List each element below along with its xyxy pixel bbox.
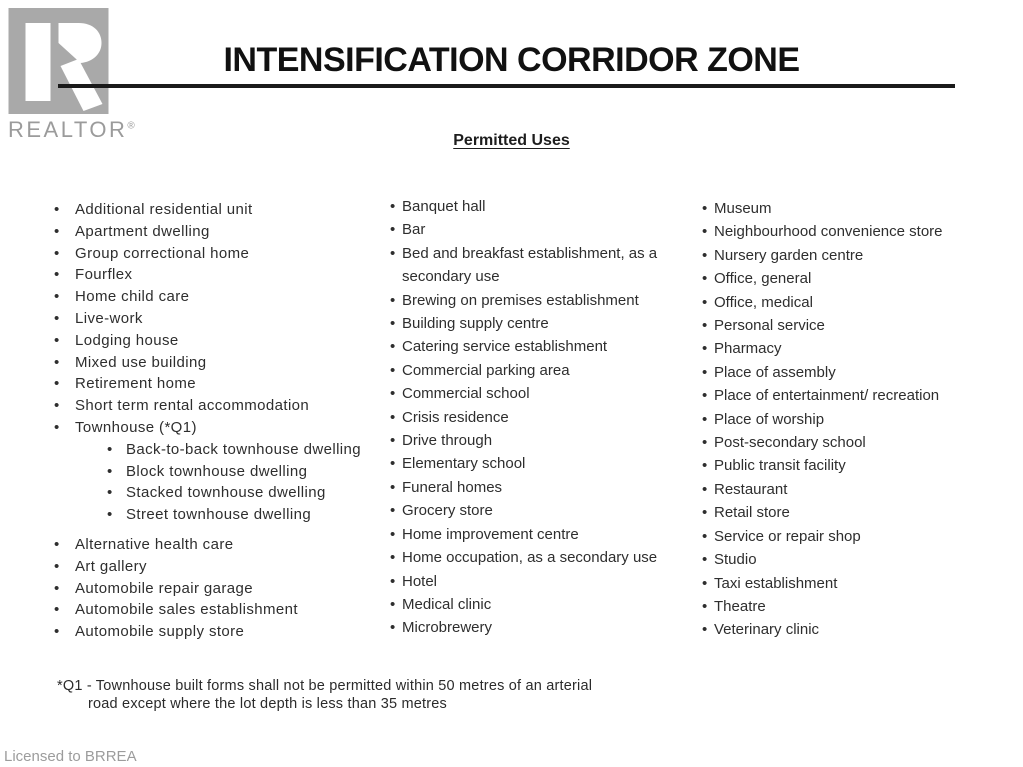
bullet-icon: •: [702, 457, 708, 475]
bullet-icon: •: [702, 200, 708, 217]
list-item: [702, 525, 1012, 548]
list-item: [390, 476, 694, 499]
list-item: [54, 395, 384, 417]
list-item-label: Banquet hall: [402, 198, 486, 215]
list-item-label: Office, medical: [714, 293, 813, 311]
bullet-icon: •: [390, 385, 396, 403]
list-item-label: Group correctional home: [75, 244, 250, 262]
list-item-label: Alternative health care: [75, 535, 234, 553]
bullet-icon: •: [107, 484, 113, 502]
list-item-label: Retail store: [714, 504, 790, 522]
list-item-label: Service or repair shop: [714, 527, 861, 545]
bullet-icon: •: [390, 198, 396, 215]
list-item-label: Elementary school: [402, 455, 526, 473]
bullet-icon: •: [54, 397, 60, 415]
list-item: [390, 570, 694, 593]
list-item: [107, 482, 384, 504]
list-item-label: Funeral homes: [402, 478, 503, 496]
list-item-label: Personal service: [714, 317, 825, 335]
permitted-uses-column-2: [390, 195, 694, 640]
license-text: Licensed to BRREA: [4, 748, 137, 765]
list-item: [107, 504, 384, 526]
commercial-uses-list-a: [54, 534, 384, 643]
list-item-label: Automobile sales establishment: [75, 601, 298, 619]
bullet-icon: •: [702, 246, 708, 264]
list-item: [702, 267, 1012, 290]
bullet-icon: •: [702, 551, 708, 569]
bullet-icon: •: [54, 579, 60, 597]
bullet-icon: •: [702, 574, 708, 592]
bullet-icon: •: [702, 387, 708, 405]
list-item: [107, 461, 384, 483]
list-item-label: Retirement home: [75, 375, 197, 393]
bullet-icon: •: [702, 434, 708, 452]
list-item-label: Pharmacy: [714, 340, 782, 358]
list-item: [390, 312, 694, 335]
list-item: [390, 195, 694, 218]
footnote-line-1: *Q1 - Townhouse built forms shall not be permitted within 50 metres of an arterial: [57, 678, 593, 694]
list-item-label: Theatre: [714, 597, 766, 615]
list-item: [54, 373, 384, 395]
page-title: INTENSIFICATION CORRIDOR ZONE: [223, 41, 800, 79]
bullet-icon: •: [54, 288, 60, 306]
bullet-icon: •: [390, 502, 396, 520]
list-item: [54, 556, 384, 578]
list-item: [702, 291, 1012, 314]
bullet-icon: •: [54, 266, 60, 284]
list-item: [54, 264, 384, 286]
list-item-label: Street townhouse dwelling: [126, 506, 312, 524]
list-item: [54, 534, 384, 556]
bullet-icon: •: [390, 432, 396, 450]
bullet-icon: •: [390, 221, 396, 239]
list-item: [54, 599, 384, 621]
list-item-label: Automobile supply store: [75, 623, 245, 641]
list-item: [390, 452, 694, 475]
bullet-icon: •: [54, 353, 60, 371]
bullet-icon: •: [390, 478, 396, 496]
header-rule: [58, 84, 955, 88]
list-item: [702, 244, 1012, 267]
list-item: [702, 408, 1012, 431]
section-heading: Permitted Uses: [453, 132, 570, 149]
list-item-label: Fourflex: [75, 266, 133, 284]
list-item-label: Townhouse (*Q1): [75, 418, 197, 436]
list-item-label: Live-work: [75, 309, 143, 327]
realtor-wordmark: REALTOR®: [8, 117, 135, 142]
list-item-label: Lodging house: [75, 331, 179, 349]
list-item: [54, 352, 384, 374]
list-item-label: Home occupation, as a secondary use: [402, 549, 658, 567]
list-item: [702, 431, 1012, 454]
list-item: [107, 439, 384, 461]
list-item-label: Grocery store: [402, 502, 493, 520]
list-item: [390, 242, 694, 289]
list-item: [390, 523, 694, 546]
list-item: [702, 548, 1012, 571]
list-item: [390, 593, 694, 616]
bullet-icon: •: [390, 408, 396, 426]
list-item: [54, 243, 384, 265]
list-item: [54, 621, 384, 643]
bullet-icon: •: [54, 201, 60, 218]
list-item-label: Bed and breakfast establishment, as a secondary use: [402, 244, 658, 286]
list-item-label: Catering service establishment: [402, 338, 608, 356]
list-item: [390, 546, 694, 569]
bullet-icon: •: [702, 621, 708, 639]
list-item-label: Short term rental accommodation: [75, 397, 310, 415]
bullet-icon: •: [390, 549, 396, 567]
list-item-label: Medical clinic: [402, 595, 492, 613]
list-item: [390, 406, 694, 429]
bullet-icon: •: [390, 291, 396, 309]
list-item-label: Microbrewery: [402, 619, 493, 637]
bullet-icon: •: [702, 597, 708, 615]
list-item-label: Place of assembly: [714, 363, 836, 381]
bullet-icon: •: [54, 222, 60, 240]
list-item-label: Restaurant: [714, 480, 788, 498]
list-item-label: Crisis residence: [402, 408, 509, 426]
bullet-icon: •: [390, 572, 396, 590]
townhouse-sublist: [107, 439, 384, 526]
list-item-label: Building supply centre: [402, 315, 549, 333]
bullet-icon: •: [702, 527, 708, 545]
list-item-label: Brewing on premises establishment: [402, 291, 639, 309]
list-item-label: Commercial school: [402, 385, 530, 403]
bullet-icon: •: [702, 480, 708, 498]
commercial-uses-list-c: [702, 197, 1012, 642]
list-item: [702, 220, 1012, 243]
list-item: [702, 361, 1012, 384]
bullet-icon: •: [702, 223, 708, 241]
bullet-icon: •: [54, 535, 60, 553]
list-item: [390, 289, 694, 312]
bullet-icon: •: [54, 375, 60, 393]
list-item-label: Studio: [714, 551, 757, 569]
bullet-icon: •: [702, 317, 708, 335]
list-item: [54, 199, 384, 221]
list-item-label: Neighbourhood convenience store: [714, 223, 943, 241]
list-item: [54, 330, 384, 352]
list-item-label: Hotel: [402, 572, 438, 590]
list-item: [54, 308, 384, 330]
list-item: [702, 572, 1012, 595]
list-item-label: Art gallery: [75, 557, 147, 575]
list-item-label: Home child care: [75, 288, 190, 306]
list-item-label: Mixed use building: [75, 353, 207, 371]
bullet-icon: •: [390, 338, 396, 356]
bullet-icon: •: [390, 244, 396, 262]
bullet-icon: •: [107, 462, 113, 480]
registered-mark: ®: [127, 120, 135, 132]
bullet-icon: •: [390, 361, 396, 379]
residential-uses-list: [54, 199, 384, 439]
bullet-icon: •: [54, 331, 60, 349]
list-item: [390, 499, 694, 522]
list-item: [390, 616, 694, 639]
bullet-icon: •: [54, 601, 60, 619]
bullet-icon: •: [54, 418, 60, 436]
list-item-label: Place of entertainment/ recreation: [714, 387, 940, 405]
list-item-label: Commercial parking area: [402, 361, 570, 379]
list-item-label: Automobile repair garage: [75, 579, 254, 597]
list-item-label: Apartment dwelling: [75, 222, 210, 240]
list-item-label: Veterinary clinic: [714, 621, 820, 639]
list-item: [702, 454, 1012, 477]
list-item-label: Additional residential unit: [75, 201, 253, 218]
list-item-label: Back-to-back townhouse dwelling: [126, 440, 362, 458]
bullet-icon: •: [702, 504, 708, 522]
list-item: [702, 501, 1012, 524]
bullet-icon: •: [702, 293, 708, 311]
list-item: [390, 429, 694, 452]
list-item: [54, 221, 384, 243]
bullet-icon: •: [54, 557, 60, 575]
list-item: [702, 314, 1012, 337]
list-item-label: Taxi establishment: [714, 574, 838, 592]
bullet-icon: •: [107, 440, 113, 458]
list-item-label: Place of worship: [714, 410, 825, 428]
bullet-icon: •: [54, 309, 60, 327]
bullet-icon: •: [390, 455, 396, 473]
list-item-label: Public transit facility: [714, 457, 846, 475]
list-item-label: Home improvement centre: [402, 525, 579, 543]
list-item: [54, 286, 384, 308]
list-item-label: Stacked townhouse dwelling: [126, 484, 326, 502]
bullet-icon: •: [390, 315, 396, 333]
list-item: [390, 335, 694, 358]
list-item: [54, 417, 384, 439]
list-item-label: Bar: [402, 221, 426, 239]
bullet-icon: •: [54, 244, 60, 262]
permitted-uses-column-3: [702, 197, 1012, 642]
bullet-icon: •: [390, 595, 396, 613]
bullet-icon: •: [702, 340, 708, 358]
list-item: [390, 359, 694, 382]
footnote-line-2: road except where the lot depth is less than 35 metres: [88, 695, 447, 712]
bullet-icon: •: [390, 619, 396, 637]
list-item-label: Museum: [714, 200, 772, 217]
list-item: [702, 595, 1012, 618]
commercial-uses-list-b: [390, 195, 694, 640]
footnote-q1: [57, 678, 592, 713]
bullet-icon: •: [107, 506, 113, 524]
list-item-label: Office, general: [714, 270, 812, 288]
list-item: [702, 618, 1012, 641]
bullet-icon: •: [702, 363, 708, 381]
list-item: [702, 337, 1012, 360]
bullet-icon: •: [702, 270, 708, 288]
list-item-label: Block townhouse dwelling: [126, 462, 308, 480]
list-item: [390, 218, 694, 241]
list-item-label: Drive through: [402, 432, 493, 450]
list-item: [702, 384, 1012, 407]
list-item: [702, 478, 1012, 501]
list-item: [702, 197, 1012, 220]
list-item: [54, 578, 384, 600]
list-item-label: Nursery garden centre: [714, 246, 864, 264]
list-item: [390, 382, 694, 405]
list-item-label: Post-secondary school: [714, 434, 866, 452]
permitted-uses-column-1: [54, 199, 384, 643]
bullet-icon: •: [702, 410, 708, 428]
bullet-icon: •: [54, 623, 60, 641]
bullet-icon: •: [390, 525, 396, 543]
